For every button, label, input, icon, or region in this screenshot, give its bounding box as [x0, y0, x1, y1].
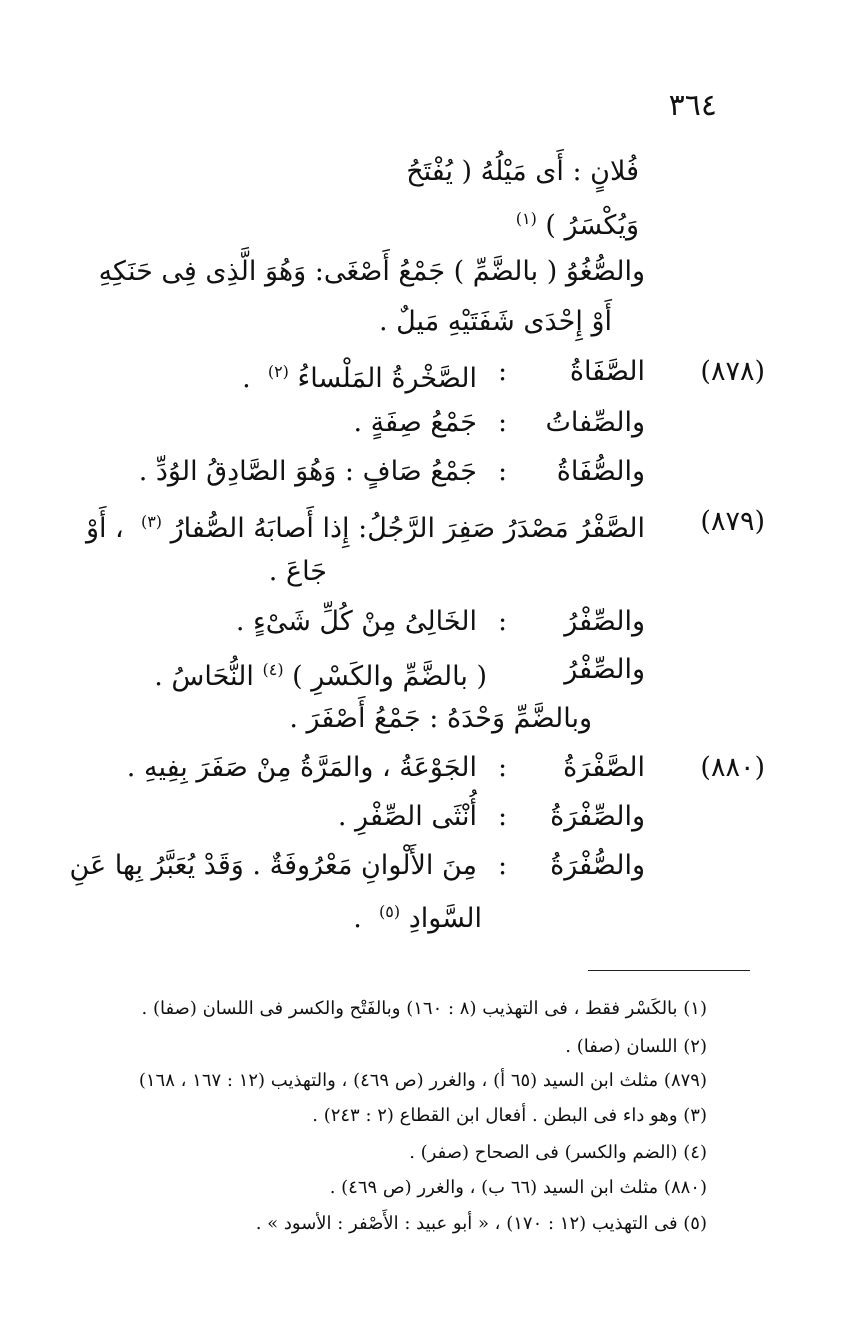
colon: : [498, 752, 508, 783]
footnote: (٢) اللسان (صفا) . [565, 1036, 707, 1057]
colon: : [498, 850, 508, 881]
footnote: (٣) وهو داء فى البطن . أفعال ابن القطاع (٢ : ٢٤٣) . [312, 1105, 707, 1126]
footnote: (٥) فى التهذيب (١٢ : ١٧٠) ، « أبو عبيد : الأَصْفر : الأسود » . [255, 1213, 707, 1234]
footnote-ref: (١) [515, 209, 537, 228]
text-line: أَوْ إِحْدَى شَفَتَيْهِ مَيلٌ . [378, 306, 612, 337]
entry-number: (٨٨٠) [700, 752, 765, 783]
headword: والصُّفْرَةُ [550, 850, 645, 881]
text-line: الصَّفْرُ مَصْدَرُ صَفِرَ الرَّجُلُ: إِذا أَصابَهُ الصُّفارُ $^{(٣)}$ ، أَوْ [85, 512, 645, 544]
headword: الصَّفْرَةُ [563, 752, 645, 783]
headword: والصِّفْرُ [564, 654, 645, 685]
footnote-divider [588, 970, 750, 971]
entry-number: (٨٧٩) [700, 506, 765, 537]
headword: والصِّفْرَةُ [550, 801, 645, 832]
page-number: ٣٦٤ [668, 88, 717, 123]
colon: : [498, 407, 508, 438]
headword: والصِّفاتُ [545, 407, 645, 438]
definition: مِنَ الأَلْوانِ مَعْرُوفَةٌ . وَقَدْ يُعَبَّرُ بِها عَنِ [69, 850, 477, 881]
headword: والصُّفَاةُ [556, 456, 645, 487]
text-line: وبالضَّمِّ وَحْدَهُ : جَمْعُ أَصْفَرَ . [289, 703, 592, 734]
footnote-ref: (٥) [379, 902, 401, 921]
footnote: (٨٨٠) مثلث ابن السيد (٦٦ ب) ، والغرر (ص ٤٦٩) . [329, 1177, 707, 1198]
definition: الخَالِىُ مِنْ كُلِّ شَىْءٍ . [235, 606, 477, 637]
footnote-ref: (٣) [140, 512, 163, 531]
colon: : [498, 356, 508, 387]
text-line: والصُّغُوُ ( بالضَّمِّ ) جَمْعُ أَصْغَى: وَهُوَ الَّذِى فِى حَنَكِهِ [98, 256, 645, 287]
text-line: وَيُكْسَرُ ) $^{(١)}$ [515, 209, 639, 241]
definition: الجَوْعَةُ ، والمَرَّةُ مِنْ صَفَرَ بِفِيهِ . [126, 752, 477, 783]
colon: : [498, 801, 508, 832]
definition: الصَّخْرةُ المَلْساءُ $^{(٢)}$ . [242, 362, 477, 394]
definition: ( بالضَّمِّ والكَسْرِ ) $^{(٤)}$ النُّحَاسُ . [154, 660, 487, 692]
footnote: (١) بالكَسْر فقط ، فى التهذيب (٨ : ١٦٠) وبالفَتْح والكسر فى اللسان (صفا) . [141, 998, 707, 1019]
definition: أُنْثَى الصِّفْرِ . [337, 801, 477, 832]
footnote-ref: (٢) [267, 362, 289, 381]
entry-number: (٨٧٨) [700, 356, 765, 387]
headword: والصِّفْرُ [564, 606, 645, 637]
colon: : [498, 606, 508, 637]
text-line: السَّوادِ $^{(٥)}$ . [353, 902, 482, 934]
footnote: (٤) (الضم والكسر) فى الصحاح (صفر) . [409, 1142, 707, 1163]
definition: جَمْعُ صِفَةٍ . [353, 407, 477, 438]
headword: الصَّفَاةُ [569, 356, 645, 387]
text-line: جَاعَ . [268, 556, 327, 587]
text-line: فُلانٍ : أَى مَيْلُهُ ( يُفْتَحُ [406, 156, 639, 187]
footnote-ref: (٤) [262, 660, 284, 679]
footnote: (٨٧٩) مثلث ابن السيد (٦٥ أ) ، والغرر (ص ٤٦٩) ، والتهذيب (١٢ : ١٦٧ ، ١٦٨) [138, 1070, 707, 1091]
definition: جَمْعُ صَافٍ : وَهُوَ الصَّادِقُ الوُدِّ . [138, 456, 477, 487]
colon: : [498, 456, 508, 487]
